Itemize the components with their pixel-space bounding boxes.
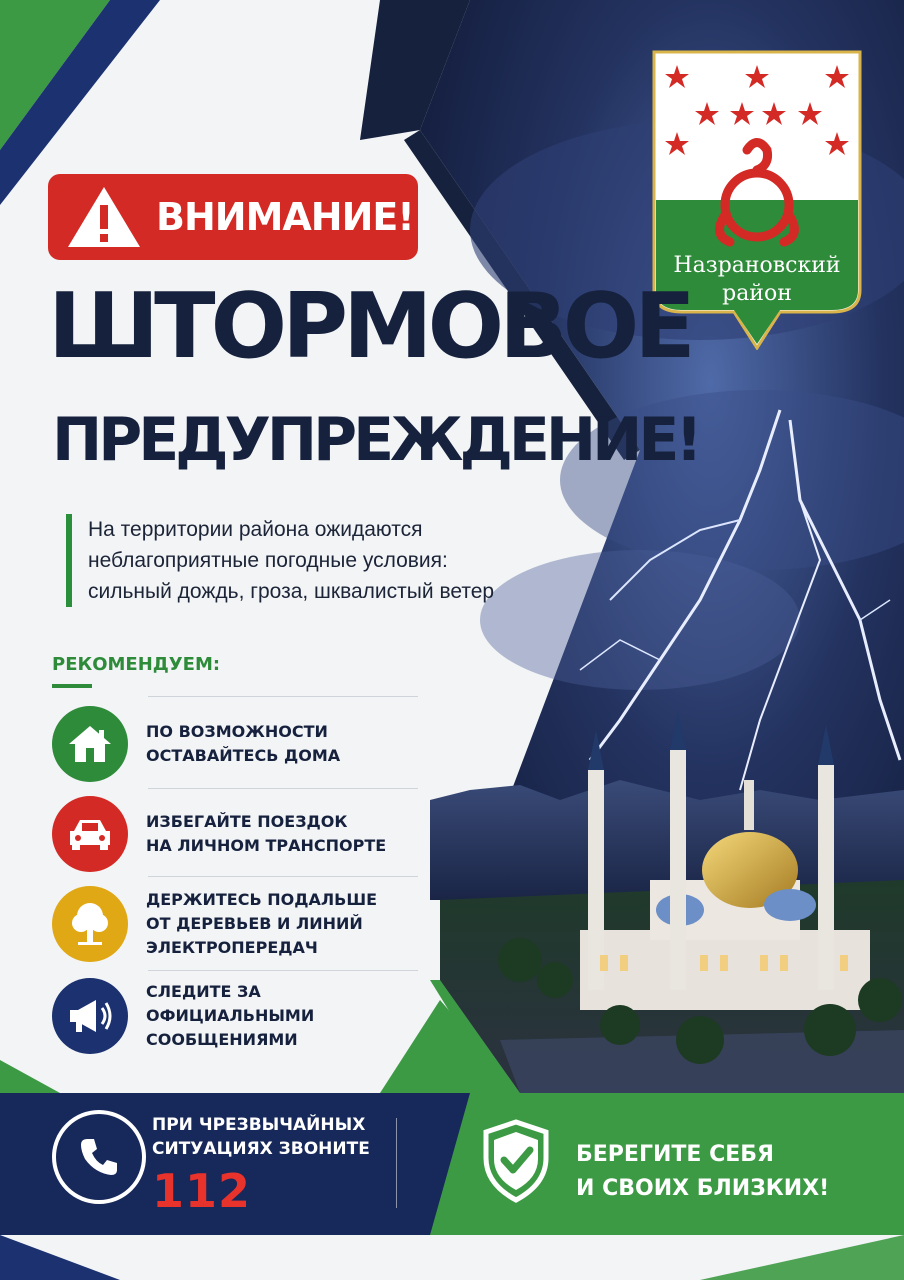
recommend-item — [52, 882, 417, 966]
page-title-line2: ПРЕДУПРЕЖДЕНИЕ! — [52, 405, 699, 475]
care-line: И СВОИХ БЛИЗКИХ! — [576, 1176, 830, 1201]
megaphone-icon — [52, 978, 128, 1054]
info-line: неблагоприятные погодные условия: — [88, 549, 448, 572]
emblem-line2: район — [722, 281, 792, 306]
recommend-line: ЭЛЕКТРОПЕРЕДАЧ — [146, 938, 318, 957]
emergency-line: ПРИ ЧРЕЗВЫЧАЙНЫХ — [152, 1115, 366, 1135]
phone-icon — [52, 1110, 146, 1204]
divider — [148, 788, 418, 789]
tree-icon — [52, 886, 128, 962]
care-text — [576, 1138, 829, 1206]
divider — [148, 876, 418, 877]
care-line: БЕРЕГИТЕ СЕБЯ — [576, 1142, 774, 1167]
house-icon — [52, 706, 128, 782]
recommend-line: ИЗБЕГАЙТЕ ПОЕЗДОК — [146, 812, 348, 831]
recommend-line: ОТ ДЕРЕВЬЕВ И ЛИНИЙ — [146, 914, 363, 933]
attention-badge — [48, 174, 418, 260]
recommend-line: СООБЩЕНИЯМИ — [146, 1030, 298, 1049]
heading-underline — [52, 684, 92, 688]
recommend-text — [146, 888, 377, 960]
recommend-item — [52, 974, 417, 1058]
recommend-text — [146, 810, 386, 858]
info-line: сильный дождь, гроза, шквалистый ветер — [88, 580, 495, 603]
emergency-text — [152, 1113, 370, 1161]
recommend-line: ОСТАВАЙТЕСЬ ДОМА — [146, 746, 341, 765]
attention-label: ВНИМАНИЕ! — [156, 195, 414, 239]
recommend-line: СЛЕДИТЕ ЗА ОФИЦИАЛЬНЫМИ — [146, 982, 315, 1025]
warning-icon — [66, 185, 142, 249]
shield-check-icon — [480, 1118, 552, 1204]
emblem-line1: Назрановский — [673, 253, 841, 278]
car-icon — [52, 796, 128, 872]
recommend-text — [146, 720, 340, 768]
recommend-text — [146, 980, 417, 1052]
warning-description — [66, 514, 558, 607]
recommend-item — [52, 792, 417, 876]
banner-separator — [396, 1118, 397, 1208]
recommend-line: НА ЛИЧНОМ ТРАНСПОРТЕ — [146, 836, 387, 855]
recommend-item — [52, 702, 417, 786]
page-title-line1: ШТОРМОВОЕ — [48, 274, 691, 379]
divider — [148, 970, 418, 971]
emergency-number[interactable]: 112 — [152, 1164, 252, 1218]
divider — [148, 696, 418, 697]
recommend-line: ПО ВОЗМОЖНОСТИ — [146, 722, 328, 741]
info-line: На территории района ожидаются — [88, 518, 423, 541]
recommend-line: ДЕРЖИТЕСЬ ПОДАЛЬШЕ — [146, 890, 378, 909]
emergency-line: СИТУАЦИЯХ ЗВОНИТЕ — [152, 1139, 370, 1159]
recommend-heading: РЕКОМЕНДУЕМ: — [52, 654, 221, 675]
